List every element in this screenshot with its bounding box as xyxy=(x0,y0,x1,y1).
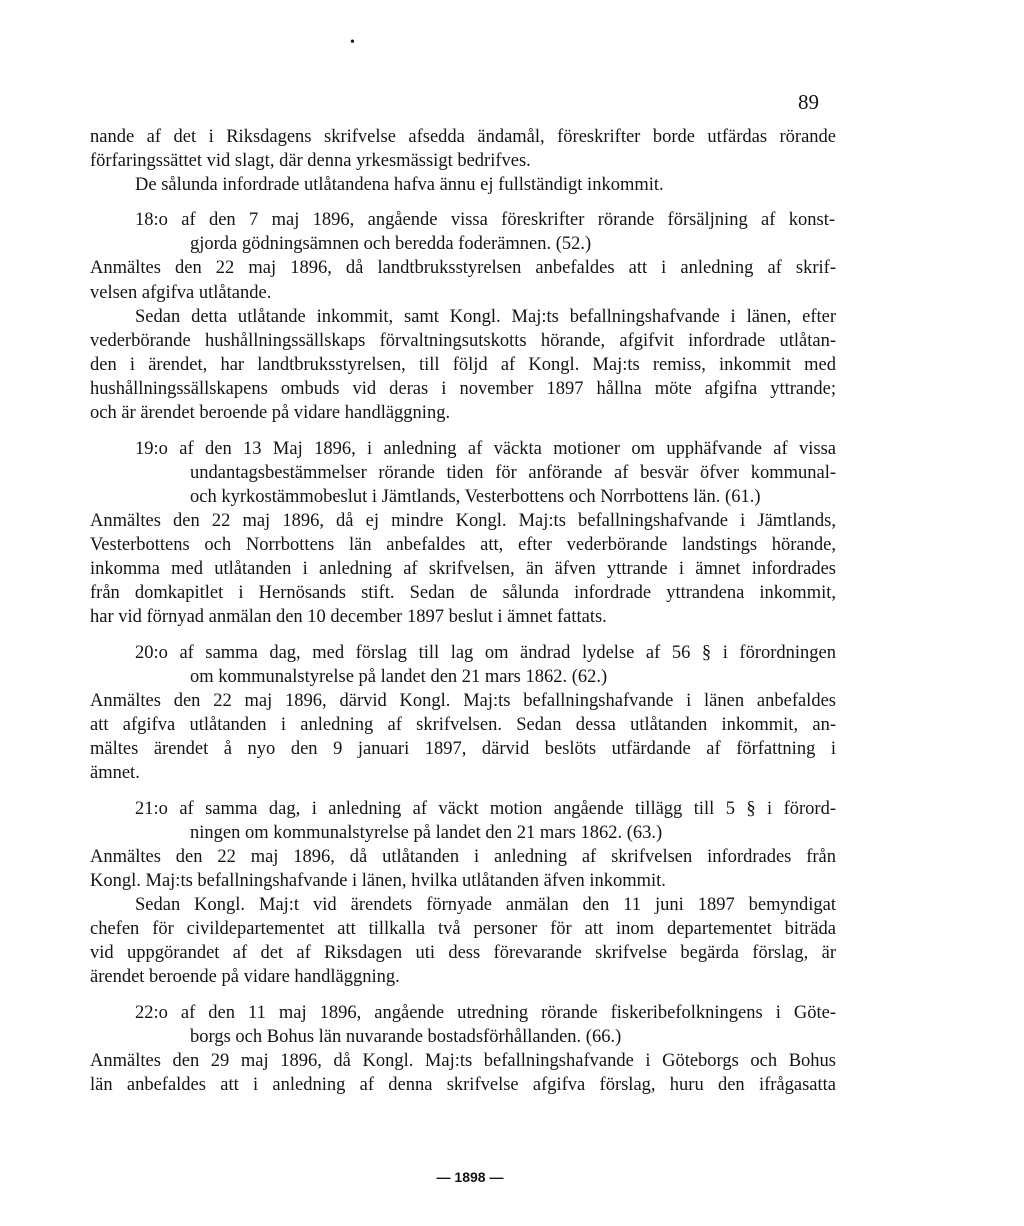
text-line: Vesterbottens och Norrbottens län anbefaldes att, efter vederbörande landstings hörande, xyxy=(90,535,836,555)
text-line: velsen afgifva utlåtande. xyxy=(90,283,272,303)
text-line: Sedan detta utlåtande inkommit, samt Kongl. Maj:ts befallningshafvande i länen, efter xyxy=(135,307,836,327)
section-heading-22-cont: borgs och Bohus län nuvarande bostadsförhållanden. (66.) xyxy=(190,1027,622,1047)
text-line: mältes ärendet å nyo den 9 januari 1897, därvid beslöts utfärdande af författning i xyxy=(90,739,836,759)
text-line: förfaringssättet vid slagt, där denna yrkesmässigt bedrifves. xyxy=(90,151,531,171)
section-heading-22: 22:o af den 11 maj 1896, angående utredning rörande fiskeribefolkningens i Göte- xyxy=(135,1003,836,1023)
text-line: hushållningssällskapens ombuds vid deras i november 1897 hållna möte afgifna yttrande; xyxy=(90,379,836,399)
section-heading-20-cont: om kommunalstyrelse på landet den 21 mars 1862. (62.) xyxy=(190,667,608,687)
top-mark: • xyxy=(350,35,355,50)
text-line: inkomma med utlåtanden i anledning af skrifvelsen, än äfven yttrande i ämnet infordrades xyxy=(90,559,836,579)
text-line: Anmältes den 29 maj 1896, då Kongl. Maj:ts befallningshafvande i Göteborgs och Bohus xyxy=(90,1051,836,1071)
text-line: har vid förnyad anmälan den 10 december 1897 beslut i ämnet fattats. xyxy=(90,607,607,627)
text-line: De sålunda infordrade utlåtandena hafva ännu ej fullständigt inkommit. xyxy=(135,175,664,195)
section-heading-18: 18:o af den 7 maj 1896, angående vissa föreskrifter rörande försäljning af konst- xyxy=(135,210,835,230)
page-number: 89 xyxy=(798,90,819,114)
text-line: den i ärendet, har landtbruksstyrelsen, till följd af Kongl. Maj:ts remiss, inkommit med xyxy=(90,355,836,375)
text-line: Anmältes den 22 maj 1896, då ej mindre Kongl. Maj:ts befallningshafvande i Jämtlands, xyxy=(90,511,836,531)
section-heading-21-cont: ningen om kommunalstyrelse på landet den 21 mars 1862. (63.) xyxy=(190,823,663,843)
section-heading-20: 20:o af samma dag, med förslag till lag om ändrad lydelse af 56 § i förordningen xyxy=(135,643,836,663)
text-line: att afgifva utlåtanden i anledning af skrifvelsen. Sedan dessa utlåtanden inkommit, an- xyxy=(90,715,836,735)
text-line: från domkapitlet i Hernösands stift. Sedan de sålunda infordrade yttrandena inkommit, xyxy=(90,583,836,603)
text-line: Anmältes den 22 maj 1896, då utlåtanden i anledning af skrifvelsen infordrades från xyxy=(90,847,836,867)
section-heading-21: 21:o af samma dag, i anledning af väckt motion angående tillägg till 5 § i förord- xyxy=(135,799,836,819)
text-line: Anmältes den 22 maj 1896, då landtbruksstyrelsen anbefaldes att i anledning af skrif- xyxy=(90,258,836,278)
text-line: ärendet beroende på vidare handläggning. xyxy=(90,967,400,987)
text-line: nande af det i Riksdagens skrifvelse afsedda ändamål, föreskrifter borde utfärdas rörande xyxy=(90,127,836,147)
footer-year: — 1898 — xyxy=(436,1169,504,1185)
section-heading-19-cont: och kyrkostämmobeslut i Jämtlands, Vesterbottens och Norrbottens län. (61.) xyxy=(190,487,761,507)
text-line: vederbörande hushållningssällskaps förvaltningsutskotts hörande, afgifvit infordrade utlåtan- xyxy=(90,331,836,351)
text-line: Sedan Kongl. Maj:t vid ärendets förnyade anmälan den 11 juni 1897 bemyndigat xyxy=(135,895,836,915)
text-line: chefen för civildepartementet att tillkalla två personer för att inom departementet biträda xyxy=(90,919,836,939)
text-line: ämnet. xyxy=(90,763,140,783)
text-line: vid uppgörandet af det af Riksdagen uti dess förevarande skrifvelse begärda förslag, är xyxy=(90,943,836,963)
text-line: Kongl. Maj:ts befallningshafvande i länen, hvilka utlåtanden äfven inkommit. xyxy=(90,871,666,891)
text-line: län anbefaldes att i anledning af denna skrifvelse afgifva förslag, huru den ifrågasatta xyxy=(90,1075,836,1095)
text-line: och är ärendet beroende på vidare handläggning. xyxy=(90,403,451,423)
section-heading-18-cont: gjorda gödningsämnen och beredda foderämnen. (52.) xyxy=(190,234,592,254)
section-heading-19: 19:o af den 13 Maj 1896, i anledning af väckta motioner om upphäfvande af vissa xyxy=(135,439,836,459)
text-line: Anmältes den 22 maj 1896, därvid Kongl. Maj:ts befallningshafvande i länen anbefaldes xyxy=(90,691,836,711)
section-heading-19-cont: undantagsbestämmelser rörande tiden för anförande af besvär öfver kommunal- xyxy=(190,463,836,483)
